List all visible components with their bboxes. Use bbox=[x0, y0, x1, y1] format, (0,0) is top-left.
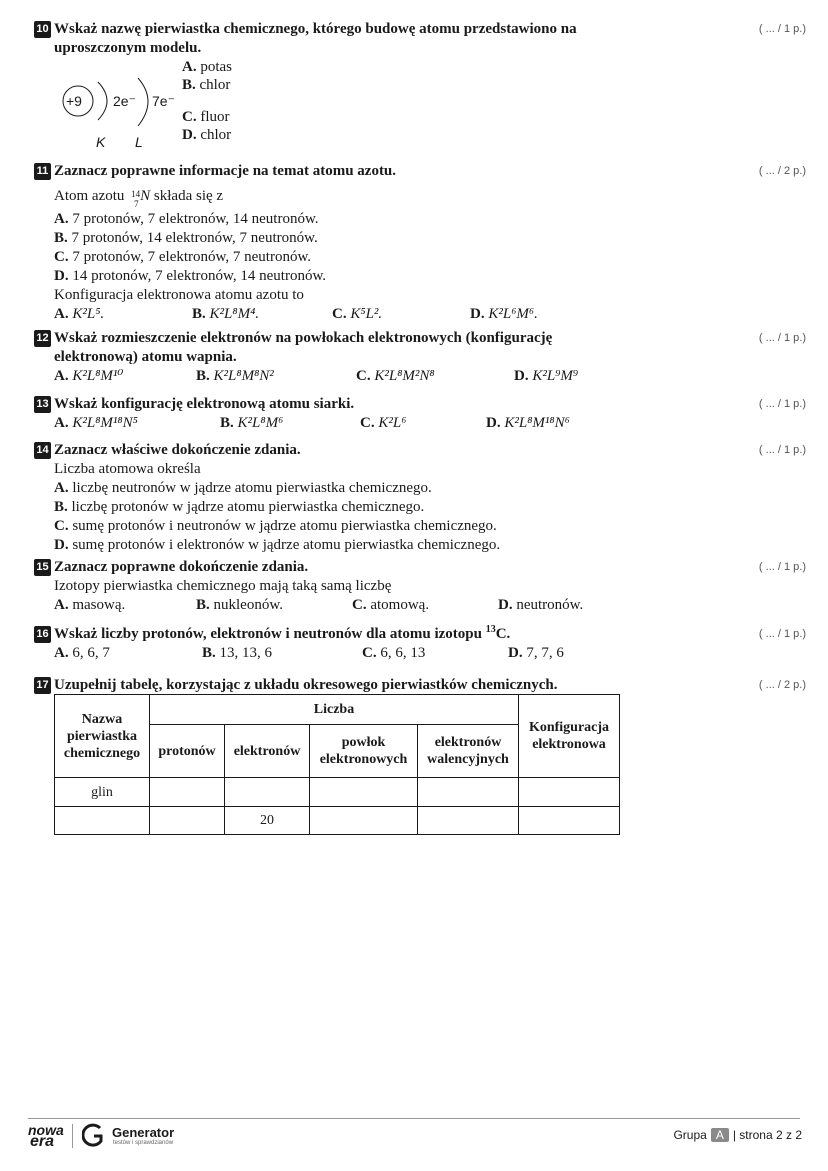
points-box: ( ... / 1 p.) bbox=[758, 628, 806, 640]
points-box: ( ... / 2 p.) bbox=[758, 679, 806, 691]
q13-options bbox=[34, 414, 814, 433]
cell-shells[interactable] bbox=[310, 778, 418, 807]
question-number: 17 bbox=[34, 677, 51, 694]
question-number: 11 bbox=[34, 163, 51, 180]
group-label: Grupa bbox=[673, 1128, 707, 1142]
question-number: 15 bbox=[34, 559, 51, 576]
question-13 bbox=[34, 395, 814, 433]
footer-separator bbox=[72, 1124, 73, 1148]
table-row bbox=[55, 778, 620, 807]
shell-k-arc bbox=[98, 82, 107, 120]
q10-options-2 bbox=[182, 108, 231, 144]
points-box: ( ... / 2 p.) bbox=[758, 165, 806, 177]
question-12 bbox=[34, 329, 814, 386]
isotope-mass: 13 bbox=[485, 624, 496, 635]
config-option-b[interactable]: B. K²L⁸M⁴. bbox=[192, 306, 260, 322]
question-10-heading bbox=[34, 20, 814, 58]
question-15-heading bbox=[34, 558, 814, 577]
header-electrons: elektronów bbox=[225, 725, 310, 778]
question-intro: Liczba atomowa określa bbox=[54, 461, 201, 477]
option-c[interactable]: C. sumę protonów i neutronów w jądrze atomu pierwiastka chemicznego. bbox=[54, 518, 497, 534]
points-box: ( ... / 1 p.) bbox=[758, 332, 806, 344]
option-c[interactable]: C. K²L⁸M²N⁸ bbox=[356, 368, 435, 384]
points-box: ( ... / 1 p.) bbox=[758, 561, 806, 573]
points-box: ( ... / 1 p.) bbox=[758, 23, 806, 35]
question-text: Wskaż rozmieszczenie elektronów na powłokach elektronowych (konfigurację elektronową) atomu wapnia. bbox=[54, 330, 553, 365]
question-text: Zaznacz poprawne informacje na temat atomu azotu. bbox=[54, 163, 397, 179]
question-15 bbox=[34, 558, 814, 615]
question-16-heading bbox=[34, 625, 814, 644]
option-a[interactable]: A. masową. bbox=[54, 597, 126, 613]
cell-shells[interactable] bbox=[310, 807, 418, 835]
question-12-heading bbox=[34, 329, 814, 367]
option-b[interactable]: B. 7 protonów, 14 elektronów, 7 neutronów. bbox=[54, 230, 318, 246]
footer-divider bbox=[28, 1118, 800, 1119]
option-c[interactable]: C. atomową. bbox=[352, 597, 430, 613]
question-text: Wskaż liczby protonów, elektronów i neutronów dla atomu izotopu bbox=[54, 626, 482, 642]
option-b[interactable]: B. K²L⁸M⁶ bbox=[220, 415, 284, 431]
question-16 bbox=[34, 625, 814, 663]
nowa-era-logo: nowa era bbox=[28, 1122, 64, 1150]
option-c[interactable]: C. 6, 6, 13 bbox=[362, 645, 426, 661]
cell-config[interactable] bbox=[519, 807, 620, 835]
option-b[interactable]: B. 13, 13, 6 bbox=[202, 645, 273, 661]
option-a[interactable]: A. liczbę neutronów w jądrze atomu pierwiastka chemicznego. bbox=[54, 480, 432, 496]
option-a[interactable]: A. K²L⁸M¹⁰ bbox=[54, 368, 124, 384]
option-c[interactable]: C. fluor bbox=[182, 109, 230, 125]
option-d[interactable]: D. chlor bbox=[182, 127, 232, 143]
header-shells: powłok elektronowych bbox=[310, 725, 418, 778]
shell-l-arc bbox=[138, 78, 148, 126]
q16-options bbox=[34, 644, 814, 663]
option-a[interactable]: A. 7 protonów, 7 elektronów, 14 neutronów. bbox=[54, 211, 319, 227]
shell-l-electrons: 7e⁻ bbox=[152, 93, 175, 109]
question-intro: Atom azotu 14 7 N składa się z bbox=[54, 188, 224, 209]
question-number: 10 bbox=[34, 21, 51, 38]
question-14 bbox=[34, 441, 814, 555]
cell-config[interactable] bbox=[519, 778, 620, 807]
option-c[interactable]: C. 7 protonów, 7 elektronów, 7 neutronów. bbox=[54, 249, 312, 265]
option-d[interactable]: D. K²L⁹M⁹ bbox=[514, 368, 579, 384]
question-text: Wskaż konfigurację elektronową atomu siarki. bbox=[54, 396, 355, 412]
question-10 bbox=[34, 20, 814, 58]
question-14-heading bbox=[34, 441, 814, 460]
question-11-heading bbox=[34, 162, 814, 181]
shell-l-label: L bbox=[135, 134, 143, 150]
option-a[interactable]: A. potas bbox=[182, 59, 233, 75]
option-d[interactable]: D. sumę protonów i elektronów w jądrze atomu pierwiastka chemicznego. bbox=[54, 537, 501, 553]
nucleus-charge: +9 bbox=[66, 93, 82, 109]
question-text: Zaznacz właściwe dokończenie zdania. bbox=[54, 442, 301, 458]
question-text: Uzupełnij tabelę, korzystając z układu okresowego pierwiastków chemicznych. bbox=[54, 677, 558, 693]
atom-model bbox=[58, 78, 188, 158]
cell-electrons[interactable] bbox=[225, 778, 310, 807]
config-option-d[interactable]: D. K²L⁶M⁶. bbox=[470, 306, 538, 322]
question-number: 13 bbox=[34, 396, 51, 413]
cell-protons[interactable] bbox=[150, 778, 225, 807]
atom-model-drawing bbox=[58, 78, 188, 158]
header-valence: elektronów walencyjnych bbox=[418, 725, 519, 778]
question-13-heading bbox=[34, 395, 814, 414]
question-number: 12 bbox=[34, 330, 51, 347]
generator-g-icon bbox=[82, 1123, 104, 1149]
config-intro: Konfiguracja elektronowa atomu azotu to bbox=[54, 287, 304, 303]
option-d[interactable]: D. 7, 7, 6 bbox=[508, 645, 564, 661]
q10-options bbox=[182, 58, 232, 94]
table-row bbox=[55, 807, 620, 835]
q12-options bbox=[34, 367, 814, 386]
config-options bbox=[34, 305, 814, 324]
cell-name: glin bbox=[55, 778, 150, 807]
cell-valence[interactable] bbox=[418, 778, 519, 807]
option-b[interactable]: B. chlor bbox=[182, 77, 231, 93]
option-b[interactable]: B. nukleonów. bbox=[196, 597, 283, 613]
question-number: 16 bbox=[34, 626, 51, 643]
option-c[interactable]: C. K²L⁶ bbox=[360, 415, 407, 431]
header-name: Nazwa pierwiastka chemicznego bbox=[55, 695, 150, 778]
isotope-symbol: C. bbox=[495, 626, 511, 642]
option-b[interactable]: B. liczbę protonów w jądrze atomu pierwiastka chemicznego. bbox=[54, 499, 425, 515]
cell-electrons: 20 bbox=[225, 807, 310, 835]
question-17 bbox=[34, 676, 814, 695]
page-number: | strona 2 z 2 bbox=[732, 1128, 802, 1142]
question-11 bbox=[34, 162, 814, 324]
config-option-c[interactable]: C. K⁵L². bbox=[332, 306, 383, 322]
isotope-notation: 14 7 N bbox=[131, 188, 151, 209]
header-group: Liczba bbox=[150, 695, 519, 725]
group-badge: A bbox=[711, 1128, 729, 1142]
option-d[interactable]: D. 14 protonów, 7 elektronów, 14 neutronów. bbox=[54, 268, 327, 284]
header-protons: protonów bbox=[150, 725, 225, 778]
page-info bbox=[673, 1128, 802, 1142]
shell-k-label: K bbox=[96, 134, 106, 150]
cell-name[interactable] bbox=[55, 807, 150, 835]
option-d[interactable]: D. neutronów. bbox=[498, 597, 584, 613]
question-intro: Izotopy pierwiastka chemicznego mają taką samą liczbę bbox=[54, 578, 392, 594]
config-option-a[interactable]: A. K²L⁵. bbox=[54, 306, 105, 322]
question-text: Zaznacz poprawne dokończenie zdania. bbox=[54, 559, 309, 575]
points-box: ( ... / 1 p.) bbox=[758, 398, 806, 410]
option-b[interactable]: B. K²L⁸M⁸N² bbox=[196, 368, 274, 384]
element-table bbox=[54, 694, 620, 835]
cell-valence[interactable] bbox=[418, 807, 519, 835]
option-a[interactable]: A. K²L⁸M¹⁸N⁵ bbox=[54, 415, 138, 431]
q15-options bbox=[34, 596, 814, 615]
points-box: ( ... / 1 p.) bbox=[758, 444, 806, 456]
shell-k-electrons: 2e⁻ bbox=[113, 93, 136, 109]
option-d[interactable]: D. K²L⁸M¹⁸N⁶ bbox=[486, 415, 570, 431]
option-a[interactable]: A. 6, 6, 7 bbox=[54, 645, 110, 661]
cell-protons[interactable] bbox=[150, 807, 225, 835]
question-number: 14 bbox=[34, 442, 51, 459]
header-config: Konfiguracja elektronowa bbox=[519, 695, 620, 778]
question-17-heading bbox=[34, 676, 814, 695]
question-text: Wskaż nazwę pierwiastka chemicznego, którego budowę atomu przedstawiono na uproszczonym modelu. bbox=[54, 21, 577, 56]
